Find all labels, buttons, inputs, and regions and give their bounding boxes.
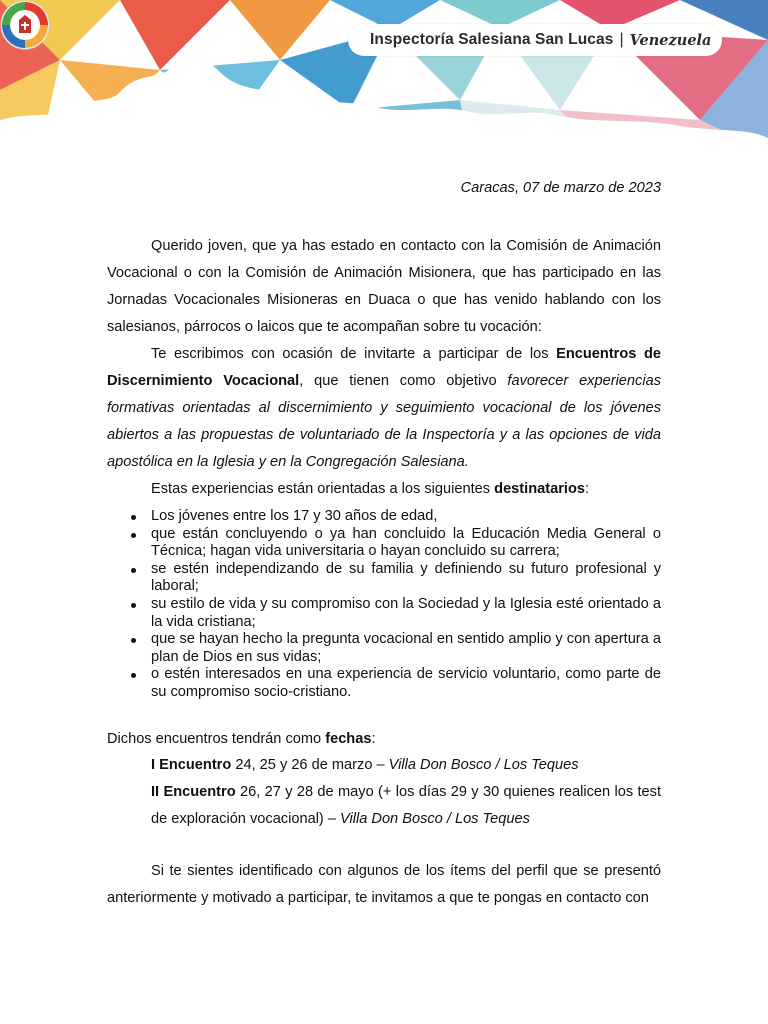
greeting-text: Querido joven, que ya has estado en contacto con la Comisión de Animación Vocacional o con la Comisión de Animación Misionera, que has participado en las Jornadas Vocacionales Misioneras en Duaca o que has venido hablando con los salesianos, párrocos o laicos que te acompañan sobre tu vocación: <box>107 238 661 335</box>
list-item: o estén interesados en una experiencia de servicio voluntario, como parte de su compromiso socio-cristiano. <box>107 666 661 701</box>
paragraph-recipients <box>107 476 661 503</box>
paragraph-invitation <box>107 341 661 476</box>
encounter-2 <box>151 779 661 833</box>
letter-date: Caracas, 07 de marzo de 2023 <box>460 180 661 196</box>
list-item: que se hayan hecho la pregunta vocacional en sentido amplio y con apertura a plan de Dios en sus vidas; <box>107 631 661 666</box>
event-name: Encuentros de Discernimiento Vocacional <box>107 346 661 389</box>
invitation-objective-lead: , que tienen como objetivo <box>299 373 508 389</box>
list-item: que están concluyendo o ya han concluido la Educación Media General o Técnica; hagan vida universitaria o hayan concluido su carrera; <box>107 526 661 561</box>
encounter-2-dates: 26, 27 y 28 de mayo (+ los días 29 y 30 quienes realicen los test de exploración vocacional) – <box>151 784 661 827</box>
paragraph-greeting <box>107 233 661 341</box>
encounter-1 <box>151 752 661 779</box>
header-title-bar <box>348 24 722 56</box>
paragraph-contact <box>107 858 661 912</box>
encounter-1-label: I Encuentro <box>151 757 232 773</box>
header-separator: | <box>619 31 624 48</box>
dates-intro <box>107 726 376 753</box>
dates-intro-text: Dichos encuentros tendrán como <box>107 731 326 747</box>
dates-colon: : <box>371 731 376 747</box>
recipients-colon: : <box>585 481 590 497</box>
organization-name: Inspectoría Salesiana San Lucas <box>370 31 614 48</box>
encounter-1-dates: 24, 25 y 26 de marzo – <box>231 757 389 773</box>
list-item: se estén independizando de su familia y definiendo su futuro profesional y laboral; <box>107 561 661 596</box>
encounter-2-label: II Encuentro <box>151 784 236 800</box>
polygon-background <box>0 0 768 152</box>
encounter-2-place: Villa Don Bosco / Los Teques <box>340 811 530 827</box>
recipients-list <box>107 508 661 702</box>
contact-text: Si te sientes identificado con algunos de los ítems del perfil que se presentó anteriormente y motivado a participar, te invitamos a que te pongas en contacto con <box>107 863 661 906</box>
salesian-seal-logo <box>0 0 50 50</box>
dates-keyword: fechas <box>325 731 372 747</box>
invitation-objective: favorecer experiencias formativas orientadas al discernimiento y seguimiento vocacional de los jóvenes abiertos a las propuestas de voluntariado de la Inspectoría y a las opciones de vida apostólica en la Iglesia y en la Congregación Salesiana. <box>107 373 661 470</box>
recipients-keyword: destinatarios <box>494 481 585 497</box>
invitation-text: Te escribimos con ocasión de invitarte a participar de los <box>151 346 557 362</box>
list-item: su estilo de vida y su compromiso con la Sociedad y la Iglesia esté orientado a la vida cristiana; <box>107 596 661 631</box>
recipients-lead: Estas experiencias están orientadas a los siguientes <box>151 481 495 497</box>
country-name: Venezuela <box>629 31 712 49</box>
list-item: Los jóvenes entre los 17 y 30 años de edad, <box>107 508 661 526</box>
header-banner <box>0 0 768 152</box>
encounter-1-place: Villa Don Bosco / Los Teques <box>388 757 579 773</box>
